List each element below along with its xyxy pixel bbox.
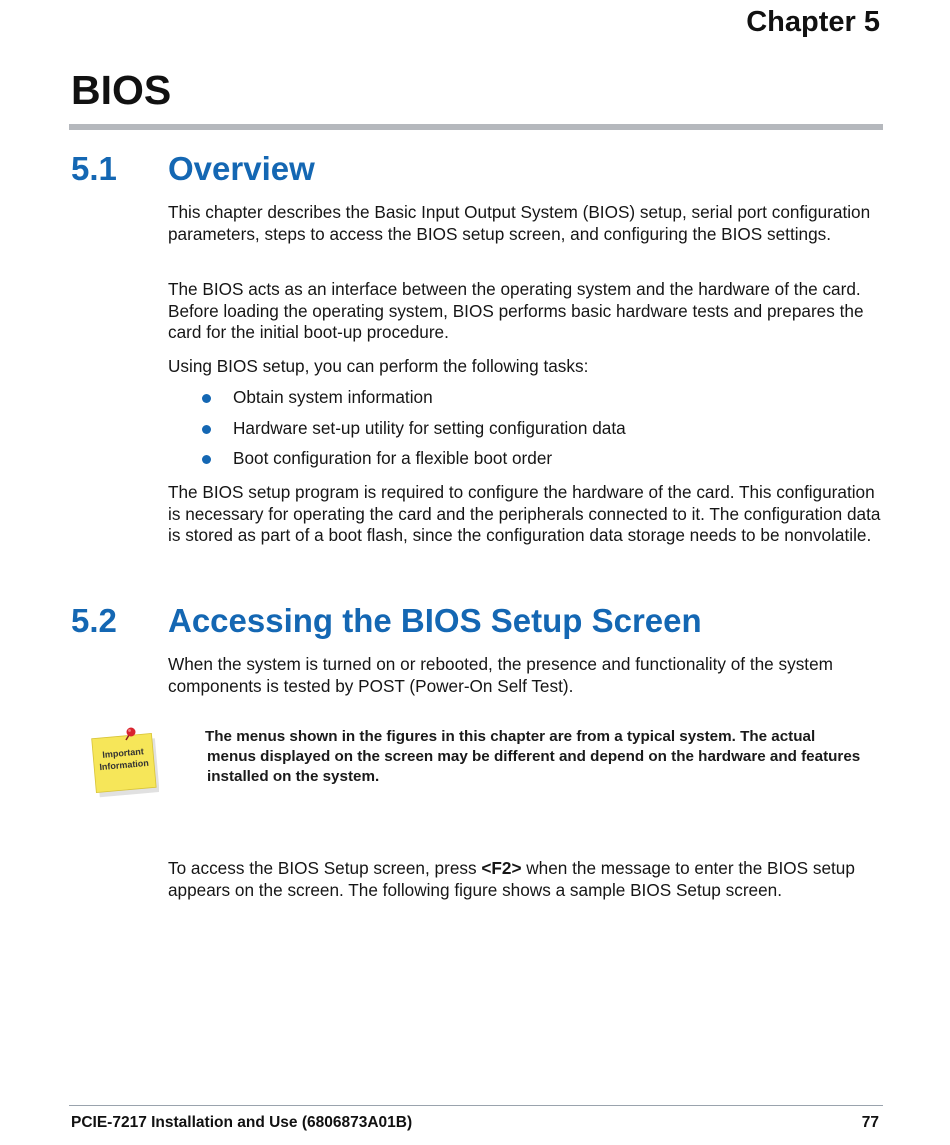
note-text-continuation: menus displayed on the screen may be different and depend on the hardware and features installed on the system. xyxy=(207,747,861,785)
footer-document-title: PCIE-7217 Installation and Use (6806873A01B) xyxy=(71,1114,413,1131)
footer-divider xyxy=(69,1105,883,1106)
note-text-first-line: The menus shown in the figures in this chapter are from a typical system. The actual xyxy=(205,728,816,745)
title-divider xyxy=(69,124,883,130)
section-number: 5.2 xyxy=(71,602,117,639)
f2-key-label: <F2> xyxy=(481,858,522,878)
overview-paragraph-3: Using BIOS setup, you can perform the following tasks: xyxy=(168,356,589,376)
section-number: 5.1 xyxy=(71,150,117,187)
access-text-before: To access the BIOS Setup screen, press xyxy=(168,858,482,878)
section-heading-overview xyxy=(71,150,891,188)
overview-paragraph-4: The BIOS setup program is required to configure the hardware of the card. This configuration is necessary for operating the card and the peripherals connected to it. The configuration data is stored as part of a boot flash, since the configuration data storage needs to be nonvolatile. xyxy=(168,482,881,546)
list-item-text: Obtain system information xyxy=(233,387,433,407)
section-title: Accessing the BIOS Setup Screen xyxy=(168,602,702,639)
list-item-text: Hardware set-up utility for setting configuration data xyxy=(233,417,626,438)
section-heading-accessing-bios xyxy=(71,602,891,640)
task-list xyxy=(168,385,883,477)
important-information-sticky-note-icon xyxy=(89,726,159,798)
section-title: Overview xyxy=(168,150,315,187)
page-number: 77 xyxy=(861,1114,879,1131)
overview-paragraph-1: This chapter describes the Basic Input Output System (BIOS) setup, serial port configuration parameters, steps to access the BIOS setup screen, and configuring the BIOS settings. xyxy=(168,202,871,244)
overview-paragraph-2: The BIOS acts as an interface between the operating system and the hardware of the card. Before loading the operating system, BIOS performs basic hardware tests and prepares the card for the initial boot-up procedure. xyxy=(168,279,864,343)
list-item xyxy=(168,416,883,447)
access-text-after: when the message to enter the BIOS setup appears on the screen. The following figure shows a sample BIOS Setup screen. xyxy=(168,858,855,900)
accessing-paragraph-2 xyxy=(168,858,883,901)
bullet-icon xyxy=(202,425,211,434)
important-note-text xyxy=(205,727,865,786)
list-item xyxy=(168,446,883,477)
chapter-label: Chapter 5 xyxy=(746,6,880,38)
bullet-icon xyxy=(202,394,211,403)
note-icon-label-2: Information xyxy=(98,757,150,773)
list-item-text: Boot configuration for a flexible boot order xyxy=(233,448,553,468)
bullet-icon xyxy=(202,455,211,464)
chapter-title: BIOS xyxy=(71,67,172,113)
accessing-paragraph-1: When the system is turned on or rebooted, the presence and functionality of the system components is tested by POST (Power-On Self Test). xyxy=(168,654,833,696)
list-item xyxy=(168,385,883,416)
note-icon-label-1: Important xyxy=(101,746,145,760)
